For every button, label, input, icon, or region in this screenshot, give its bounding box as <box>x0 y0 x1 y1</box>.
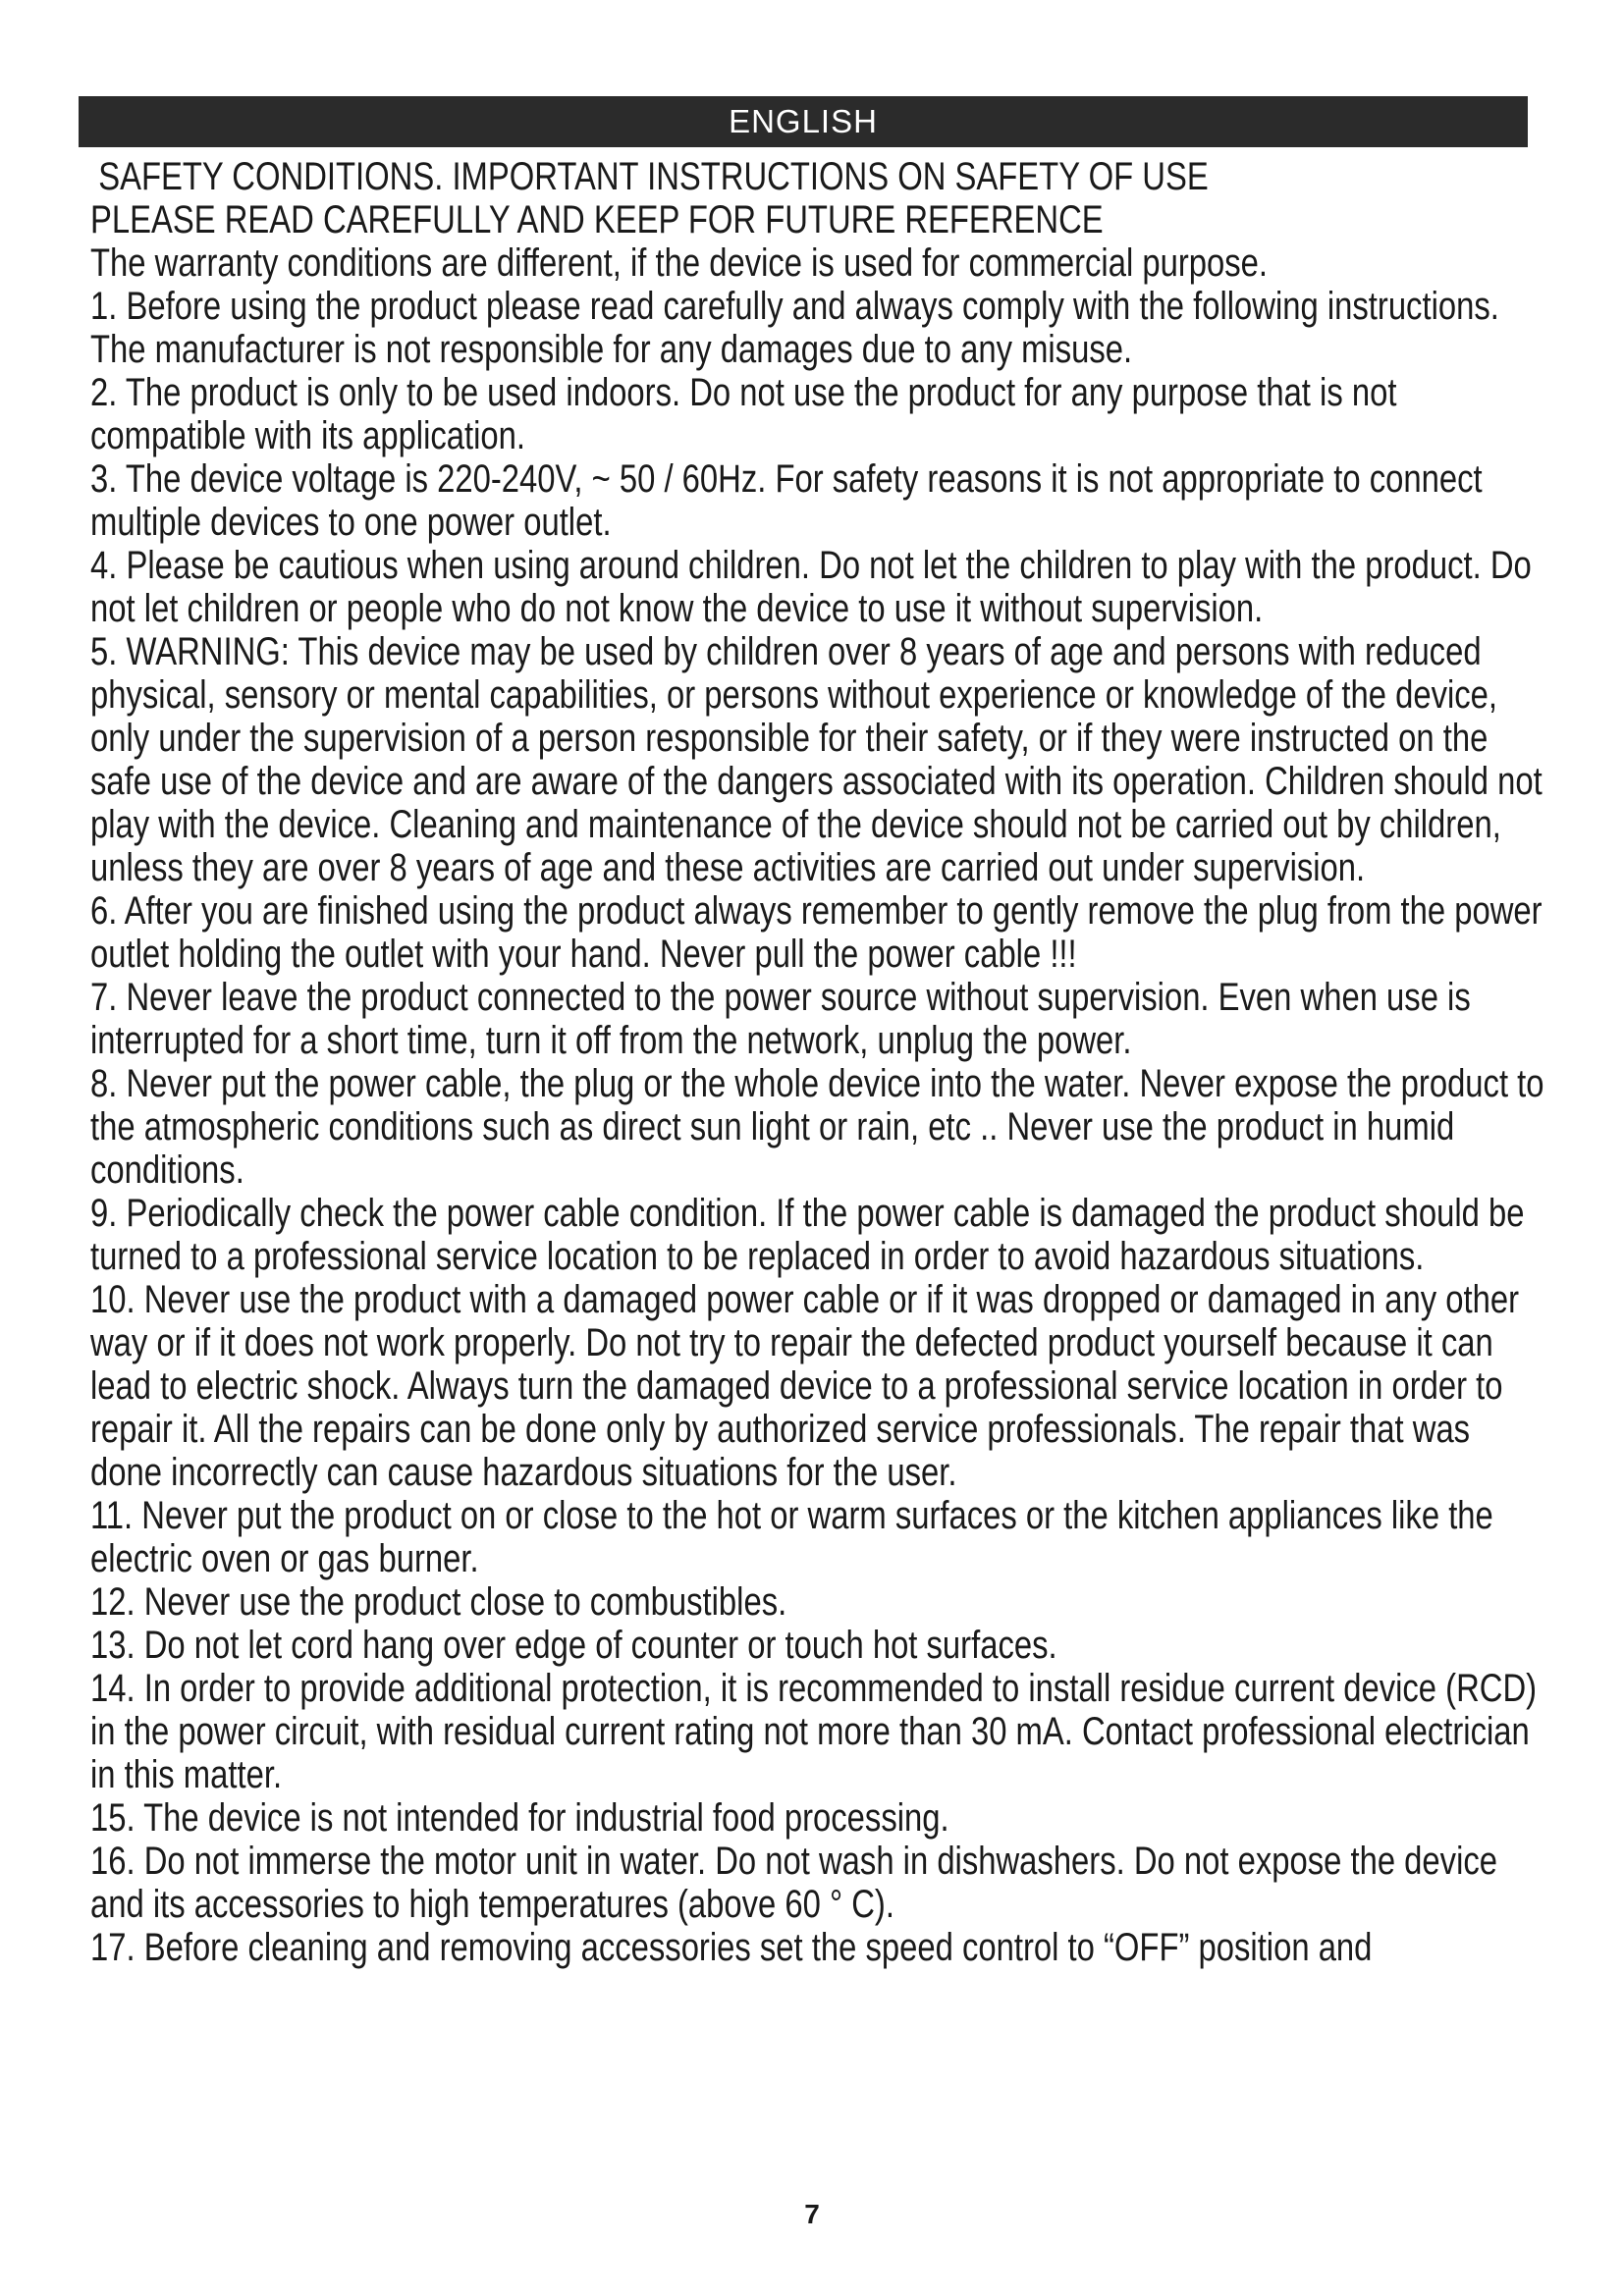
instruction-item-3: 3. The device voltage is 220-240V, ~ 50 / 60Hz. For safety reasons it is not appropriate to connect multiple devices to one power outlet. <box>90 457 1483 544</box>
section-subtitle: PLEASE READ CAREFULLY AND KEEP FOR FUTURE REFERENCE <box>90 198 1104 241</box>
instruction-item-9: 9. Periodically check the power cable condition. If the power cable is damaged the product should be turned to a professional service location to be replaced in order to avoid hazardous situations. <box>90 1192 1525 1278</box>
warranty-note: The warranty conditions are different, if the device is used for commercial purpose. <box>90 241 1268 285</box>
instruction-item-14: 14. In order to provide additional protection, it is recommended to install residue current device (RCD) in the power circuit, with residual current rating not more than 30 mA. Contact professional electrician in this matter. <box>90 1667 1538 1796</box>
instruction-item-8: 8. Never put the power cable, the plug or the whole device into the water. Never expose the product to the atmospheric conditions such as direct sun light or rain, etc .. Never use the product in humid conditions. <box>90 1062 1544 1192</box>
instruction-item-11: 11. Never put the product on or close to the hot or warm surfaces or the kitchen appliances like the electric oven or gas burner. <box>90 1494 1493 1580</box>
instruction-item-4: 4. Please be cautious when using around children. Do not let the children to play with the product. Do not let children or people who do not know the device to use it without supervision. <box>90 544 1532 630</box>
instruction-item-7: 7. Never leave the product connected to the power source without supervision. Even when use is interrupted for a short time, turn it off from the network, unplug the power. <box>90 976 1471 1062</box>
instruction-item-16: 16. Do not immerse the motor unit in water. Do not wash in dishwashers. Do not expose the device and its accessories to high temperatures (above 60 ° C). <box>90 1840 1498 1926</box>
instruction-item-1: 1. Before using the product please read carefully and always comply with the following instructions. The manufacturer is not responsible for any damages due to any misuse. <box>90 285 1499 371</box>
instruction-item-17: 17. Before cleaning and removing accessories set the speed control to “OFF” position and <box>90 1926 1373 1969</box>
safety-instructions <box>90 155 1547 1969</box>
instruction-item-6: 6. After you are finished using the product always remember to gently remove the plug from the power outlet holding the outlet with your hand. Never pull the power cable !!! <box>90 889 1543 976</box>
instruction-item-2: 2. The product is only to be used indoors. Do not use the product for any purpose that is not compatible with its application. <box>90 371 1397 457</box>
section-title: SAFETY CONDITIONS. IMPORTANT INSTRUCTIONS ON SAFETY OF USE <box>98 155 1209 198</box>
page-number: 7 <box>804 2199 820 2229</box>
instruction-item-10: 10. Never use the product with a damaged power cable or if it was dropped or damaged in any other way or if it does not work properly. Do not try to repair the defected product yourself because it can lead to electric shock. Always turn the damaged device to a professional service location in order to repair it. All the repairs can be done only by authorized service professionals. The repair that was done incorrectly can cause hazardous situations for the user. <box>90 1278 1519 1494</box>
instruction-item-15: 15. The device is not intended for industrial food processing. <box>90 1796 949 1840</box>
instruction-item-5: 5. WARNING: This device may be used by children over 8 years of age and persons with reduced physical, sensory or mental capabilities, or persons without experience or knowledge of the device, only under the supervision of a person responsible for their safety, or if they were instructed on the safe use of the device and are aware of the dangers associated with its operation. Children should not play with the device. Cleaning and maintenance of the device should not be carried out by children, unless they are over 8 years of age and these activities are carried out under supervision. <box>90 630 1543 889</box>
instruction-item-12: 12. Never use the product close to combustibles. <box>90 1580 787 1624</box>
language-header-bar: ENGLISH <box>79 96 1528 147</box>
instruction-item-13: 13. Do not let cord hang over edge of counter or touch hot surfaces. <box>90 1624 1057 1667</box>
